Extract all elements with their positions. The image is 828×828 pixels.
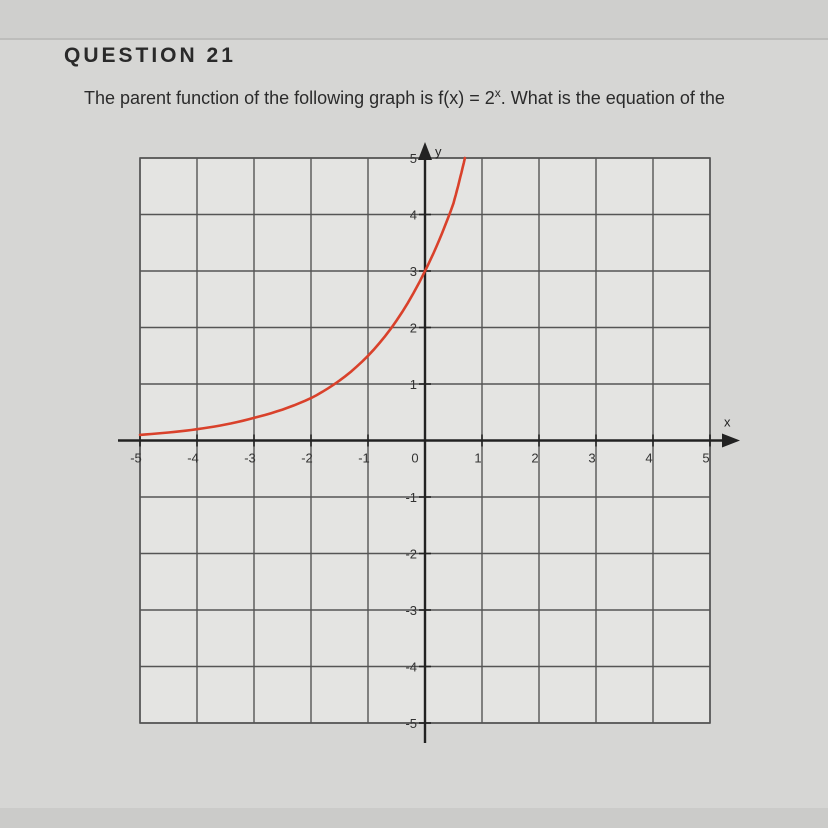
x-axis-label: x [724, 414, 731, 430]
question-text-exponent: x [494, 86, 501, 100]
y-tick-label: -1 [405, 490, 417, 505]
x-axis-arrow [722, 434, 740, 448]
y-tick-label: -2 [405, 546, 417, 562]
y-tick-label: -5 [405, 716, 417, 731]
y-tick-label: 5 [409, 151, 417, 166]
x-tick-label: -2 [301, 450, 313, 466]
x-tick-label: -4 [187, 450, 199, 466]
question-title: QUESTION 21 [64, 44, 236, 67]
y-tick-label: -3 [405, 603, 417, 618]
x-tick-label: -5 [130, 450, 142, 466]
x-tick-label: 3 [588, 450, 596, 466]
x-tick-label: 4 [645, 450, 653, 466]
x-tick-label: 2 [531, 450, 539, 466]
y-tick-label: 3 [409, 264, 417, 279]
x-tick-label: -1 [358, 450, 370, 466]
y-tick-label: 2 [409, 320, 417, 336]
x-tick-label: -3 [244, 450, 256, 466]
x-tick-label: 5 [702, 450, 710, 466]
question-text-part1: The parent function of the following graph is f(x) = 2 [84, 88, 495, 108]
question-text-part2: . What is the equation of the [500, 88, 725, 108]
y-tick-label: 1 [409, 377, 417, 392]
header-divider [0, 38, 828, 40]
y-tick-label: 4 [409, 207, 417, 223]
y-tick-label: -4 [405, 659, 417, 675]
top-band [0, 0, 828, 38]
x-tick-label: 0 [411, 450, 419, 466]
question-text [84, 86, 828, 109]
coordinate-graph [110, 138, 750, 758]
bottom-strip [0, 808, 828, 828]
y-axis-label: y [435, 144, 442, 159]
x-tick-label: 1 [474, 450, 482, 466]
